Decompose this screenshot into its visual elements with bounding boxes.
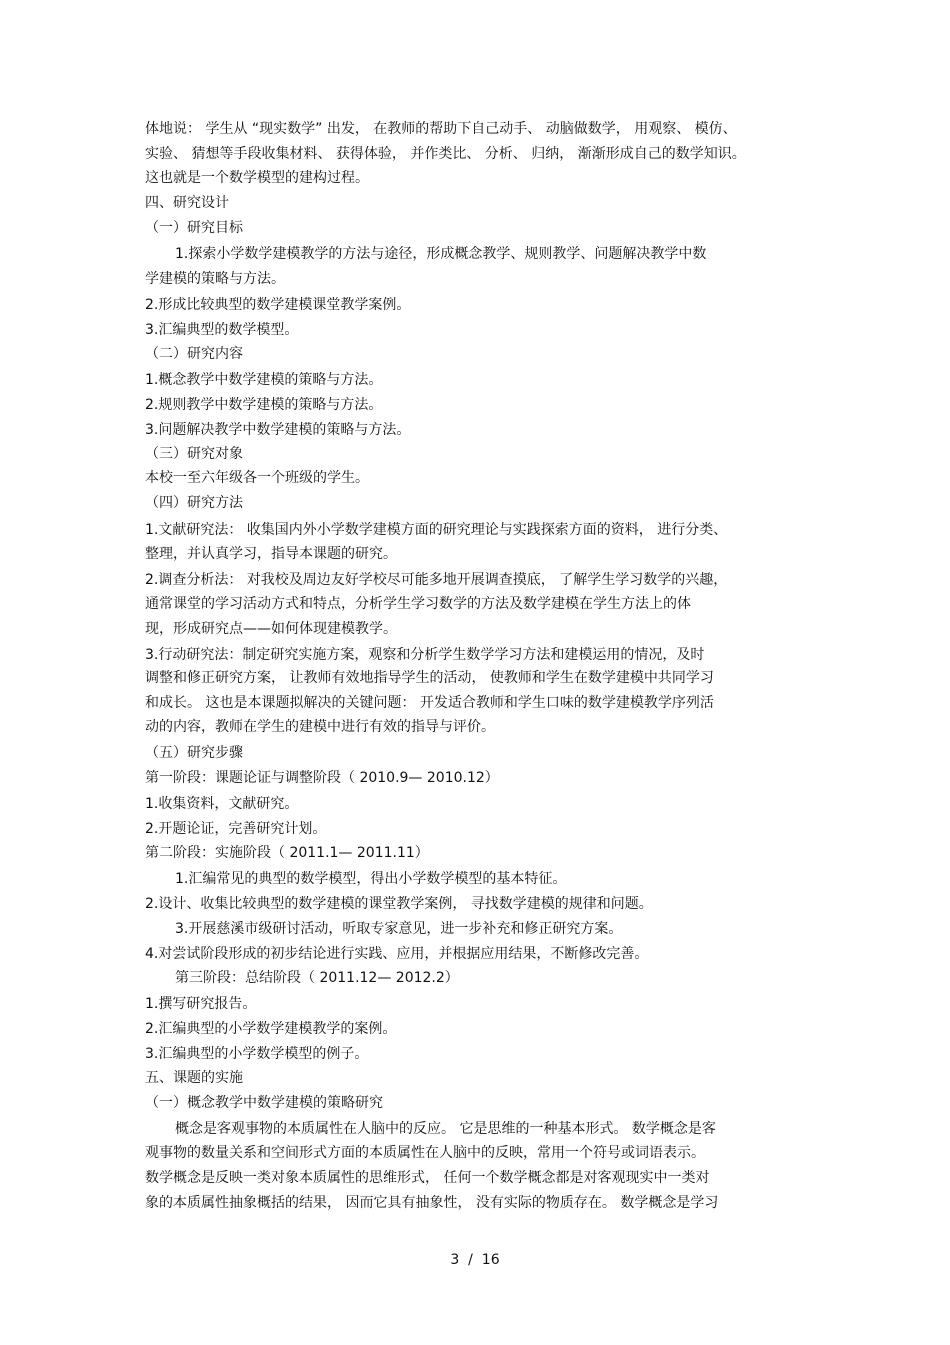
list-item: 3.问题解决教学中数学建模的策略与方法。 bbox=[145, 422, 411, 438]
subsection-heading: （一）概念教学中数学建模的策略研究 bbox=[145, 1095, 383, 1111]
stage-heading: 第一阶段：课题论证与调整阶段（ 2010.9— 2010.12） bbox=[145, 770, 499, 786]
list-item: 4.对尝试阶段形成的初步结论进行实践、应用，并根据应用结果，不断修改完善。 bbox=[145, 946, 649, 962]
list-item: 2.规则教学中数学建模的策略与方法。 bbox=[145, 397, 383, 413]
stage-heading: 第二阶段：实施阶段（ 2011.1— 2011.11） bbox=[145, 845, 429, 861]
page-number: 3 / 16 bbox=[450, 1252, 500, 1268]
list-item: 2.开题论证，完善研究计划。 bbox=[145, 821, 327, 837]
list-item: 1.收集资料，文献研究。 bbox=[145, 796, 299, 812]
body-text-line: 整理，并认真学习，指导本课题的研究。 bbox=[145, 546, 397, 562]
body-text-line: 动的内容，教师在学生的建模中进行有效的指导与评价。 bbox=[145, 719, 495, 735]
subsection-heading: （四）研究方法 bbox=[145, 495, 243, 511]
stage-heading: 第三阶段：总结阶段（ 2011.12— 2012.2） bbox=[175, 970, 459, 986]
list-item: 2.调查分析法： 对我校及周边友好学校尽可能多地开展调查摸底， 了解学生学习数学的兴趣， bbox=[145, 572, 728, 588]
list-item: 1.概念教学中数学建模的策略与方法。 bbox=[145, 372, 383, 388]
body-text-line: 体地说： 学生从 “现实数学” 出发， 在教师的帮助下自己动手、 动脑做数学， 用观察、 模仿、 bbox=[145, 121, 737, 137]
list-item: 1.汇编常见的典型的数学模型，得出小学数学模型的基本特征。 bbox=[175, 871, 567, 887]
section-heading: 五、课题的实施 bbox=[145, 1070, 243, 1086]
body-text-line: 调整和修正研究方案， 让教师有效地指导学生的活动， 使教师和学生在数学建模中共同学习 bbox=[145, 670, 714, 686]
body-text-line: 通常课堂的学习活动方式和特点，分析学生学习数学的方法及数学建模在学生方法上的体 bbox=[145, 596, 691, 612]
body-text-line: 学建模的策略与方法。 bbox=[145, 271, 285, 287]
list-item: 3.汇编典型的数学模型。 bbox=[145, 322, 299, 338]
subsection-heading: （一）研究目标 bbox=[145, 220, 243, 236]
body-text-line: 和成长。 这也是本课题拟解决的关键问题： 开发适合教师和学生口味的数学建模教学序列活 bbox=[145, 695, 714, 711]
subsection-heading: （三）研究对象 bbox=[145, 446, 243, 462]
list-item: 2.形成比较典型的数学建模课堂教学案例。 bbox=[145, 297, 411, 313]
body-text-line: 概念是客观事物的本质属性在人脑中的反应。 它是思维的一种基本形式。 数学概念是客 bbox=[175, 1121, 716, 1137]
list-item: 2.设计、收集比较典型的数学建模的课堂教学案例， 寻找数学建模的规律和问题。 bbox=[145, 896, 653, 912]
list-item: 2.汇编典型的小学数学建模教学的案例。 bbox=[145, 1021, 397, 1037]
list-item: 3.行动研究法：制定研究实施方案，观察和分析学生数学学习方法和建模运用的情况，及时 bbox=[145, 647, 705, 663]
body-text-line: 数学概念是反映一类对象本质属性的思维形式， 任何一个数学概念都是对客观现实中一类对 bbox=[145, 1170, 710, 1186]
body-text-line: 这也就是一个数学模型的建构过程。 bbox=[145, 170, 369, 186]
body-text-line: 观事物的数量关系和空间形式方面的本质属性在人脑中的反映，常用一个符号或词语表示。 bbox=[145, 1145, 705, 1161]
body-text-line: 实验、 猜想等手段收集材料、 获得体验， 并作类比、 分析、 归纳， 渐渐形成自己的数学知识。 bbox=[145, 146, 746, 162]
list-item: 1.探索小学数学建模教学的方法与途径，形成概念教学、规则教学、问题解决教学中数 bbox=[175, 246, 707, 262]
list-item: 1.文献研究法： 收集国内外小学数学建模方面的研究理论与实践探索方面的资料， 进行分类、 bbox=[145, 522, 728, 538]
body-text-line: 现，形成研究点——如何体现建模教学。 bbox=[145, 621, 397, 637]
list-item: 3.汇编典型的小学数学模型的例子。 bbox=[145, 1046, 369, 1062]
body-text-line: 象的本质属性抽象概括的结果， 因而它具有抽象性， 没有实际的物质存在。 数学概念是学习 bbox=[145, 1195, 719, 1211]
body-text-line: 本校一至六年级各一个班级的学生。 bbox=[145, 470, 369, 486]
list-item: 3.开展慈溪市级研讨活动，听取专家意见，进一步补充和修正研究方案。 bbox=[175, 921, 623, 937]
subsection-heading: （二）研究内容 bbox=[145, 346, 243, 362]
subsection-heading: （五）研究步骤 bbox=[145, 745, 243, 761]
list-item: 1.撰写研究报告。 bbox=[145, 996, 257, 1012]
section-heading: 四、研究设计 bbox=[145, 195, 229, 211]
